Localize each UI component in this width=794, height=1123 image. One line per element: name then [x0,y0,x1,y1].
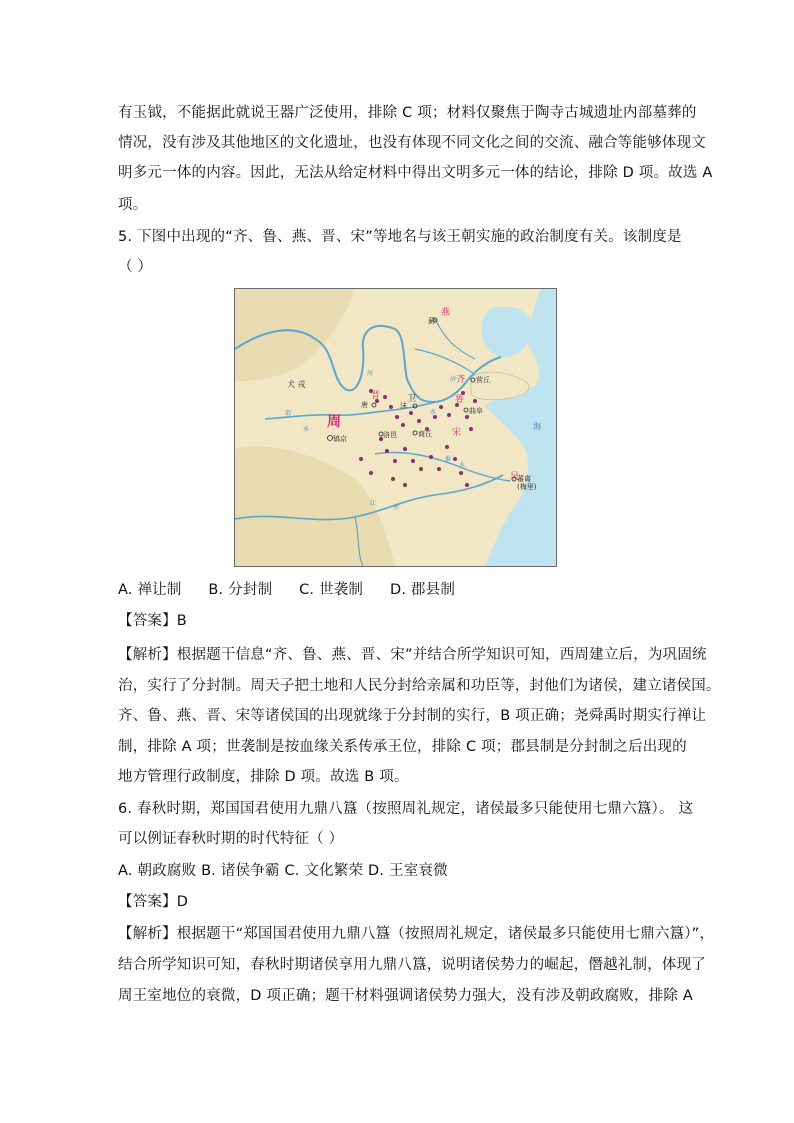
analysis-line: 齐、鲁、燕、晋、宋等诸侯国的出现就缘于分封制的实行，B 项正确；尧舜禹时期实行禅让 [118,708,707,724]
river-label: 江 [370,500,377,507]
state-song-label: 宋 [452,428,462,438]
option-d: D. 郡县制 [389,582,456,598]
place-ji: 蓟 [428,317,435,325]
river-label: 水 [303,426,310,433]
place-qufu: 曲阜 [469,407,483,415]
river-label: 渭 [285,410,292,417]
text-line: 明多元一体的内容。因此，无法从给定材料中得出文明多元一体的结论，排除 D 项。故选 A [118,165,713,181]
river-label: 济 [450,376,457,383]
state-wei-label: 卫 [407,394,417,404]
analysis-line: 周王室地位的衰微，D 项正确；题干材料强调诸侯势力强大，没有涉及朝政腐败，排除 A [118,988,693,1004]
state-zhou-label: 周 [327,414,341,430]
question-6-answer: 【答案】D [118,894,189,910]
question-5-answer: 【答案】B [118,613,187,629]
question-6-stem: 6. 春秋时期，郑国国君使用九鼎八簋（按照周礼规定，诸侯最多只能使用七鼎六簋）。 这 [118,801,694,817]
question-5-stem: 5. 下图中出现的“齐、鲁、燕、晋、宋”等地名与该王朝实施的政治制度有关。该制度是 [118,229,682,245]
river-label: 水 [393,504,400,511]
analysis-line: 结合所学知识可知，春秋时期诸侯享用九鼎八簋，说明诸侯势力的崛起，僭越礼制，体现了 [118,957,706,973]
place-mo: 沬 [400,402,407,410]
question-5-blank: （ ） [118,259,153,275]
huai-river [375,452,510,481]
question-5-options [118,580,678,600]
state-wu-label: 吴 [510,472,520,482]
place-tang: 唐 [361,401,368,409]
state-lu-label: 鲁 [455,395,465,405]
map-graphic [235,289,556,566]
river-label: 淮 [445,456,452,463]
text-line: 项。 [118,197,148,213]
analysis-line: 治，实行了分封制。周天子把土地和人民分封给亲属和功臣等，封他们为诸侯，建立诸侯国。 [118,678,721,694]
river-label: 水 [430,409,437,416]
bohai-gulf [482,307,532,358]
place-yingqiu: 营丘 [476,376,490,384]
question-6-stem: 可以例证春秋时期的时代特征（ ） [118,831,344,847]
northern-river [435,319,475,359]
analysis-line: 制，排除 A 项；世袭制是按血缘关系传承王位，排除 C 项；郡县制是分封制之后出现的 [118,739,687,755]
place-luoyi: 洛邑 [383,431,397,439]
state-jin-label: 晋 [371,391,381,401]
analysis-line: 地方管理行政制度，排除 D 项。故选 B 项。 [118,769,409,785]
option-a: A. 禅让制 [118,582,182,598]
analysis-line: 【解析】根据题干“郑国国君使用九鼎八簋（按照周礼规定，诸侯最多只能使用七鼎六簋）”， [118,926,715,942]
analysis-line: 【解析】根据题干信息“齐、鲁、燕、晋、宋”并结合所学知识可知，西周建立后，为巩固统 [118,647,707,663]
sea-label: 海 [533,422,541,431]
river-label: 河 [367,370,374,377]
text-line: 情况，没有涉及其他地区的文化遗址，也没有体现不同文化之间的交流、融合等能够体现文 [118,135,706,151]
state-yan-label: 燕 [441,308,451,318]
place-shangqiu: 商丘 [418,430,432,438]
place-haojing: 镐京 [333,435,347,443]
state-qi-label: 齐 [456,375,466,385]
place-meili: (梅里) [517,483,537,491]
place-fanyu: 蕃离 [517,475,531,483]
option-c: C. 世袭制 [299,582,364,598]
western-zhou-map [234,288,557,567]
place-quanrong: 犬 戎 [287,380,306,389]
text-line: 有玉钺，不能据此就说王器广泛使用，排除 C 项；材料仅聚焦于陶寺古城遗址内部墓葬的 [118,105,697,121]
question-6-options: A. 朝政腐败 B. 诸侯争霸 C. 文化繁荣 D. 王室衰微 [118,863,448,879]
river-label: 水 [459,462,466,469]
option-b: B. 分封制 [208,582,273,598]
relief-area [235,289,355,381]
